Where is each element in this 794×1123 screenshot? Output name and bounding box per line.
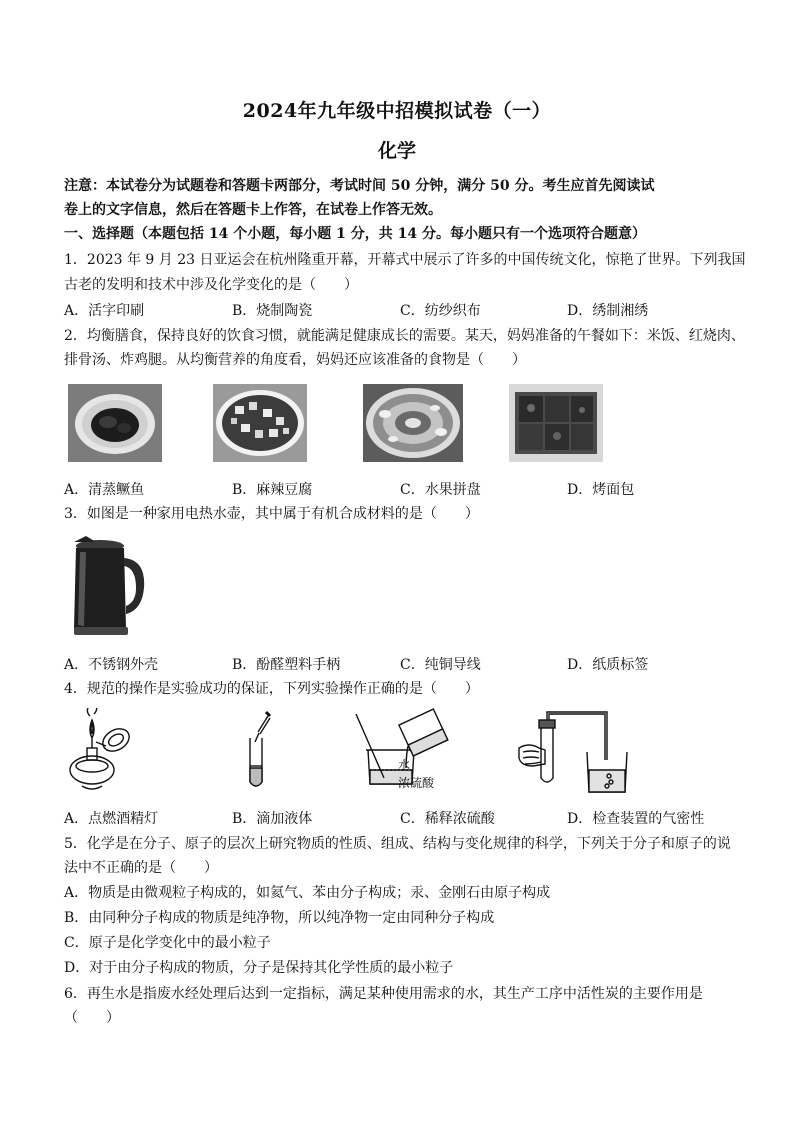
q2-stem-line-2: 排骨汤、炸鸡腿。从均衡营养的角度看，妈妈还应该准备的食物是（ ） (64, 352, 526, 368)
q3-option-d: D．纸质标签 (567, 657, 649, 673)
alcohol-lamp-lighting-diagram (62, 708, 142, 792)
section-heading: 一、选择题（本题包括 14 个小题，每小题 1 分，共 14 分。每小题只有一个选项符合题意） (64, 226, 646, 242)
q1-option-a: A．活字印刷 (64, 303, 145, 319)
airtightness-check-diagram (515, 708, 639, 796)
q5-stem-line-1: 5．化学是在分子、原子的层次上研究物质的性质、组成、结构与变化规律的科学，下列关于分子和原子的说 (64, 836, 731, 852)
q4-option-b: B．滴加液体 (232, 811, 313, 827)
q2-option-b: B．麻辣豆腐 (232, 482, 313, 498)
q6-stem-line-2: （ ） (64, 1010, 120, 1026)
q4-option-d: D．检查装置的气密性 (567, 811, 705, 827)
q1-option-d: D．绣制湘绣 (567, 303, 649, 319)
q4-option-a: A．点燃酒精灯 (64, 811, 159, 827)
q6-stem-line-1: 6．再生水是指废水经处理后达到一定指标，满足某种使用需求的水，其生产工序中活性炭的主要作用是 (64, 986, 703, 1002)
steamed-fish-photo (68, 384, 162, 462)
q3-stem: 3．如图是一种家用电热水壶，其中属于有机合成材料的是（ ） (64, 506, 479, 522)
q5-option-d: D．对于由分子构成的物质，分子是保持其化学性质的最小粒子 (64, 960, 454, 976)
notice-line-2: 卷上的文字信息，然后在答题卡上作答，在试卷上作答无效。 (64, 202, 442, 218)
q3-option-c: C．纯铜导线 (400, 657, 481, 673)
q5-option-b: B．由同种分子构成的物质是纯净物，所以纯净物一定由同种分子构成 (64, 910, 495, 926)
electric-kettle-photo (66, 536, 150, 638)
q3-option-a: A．不锈钢外壳 (64, 657, 159, 673)
q1-stem-line-1: 1．2023 年 9 月 23 日亚运会在杭州隆重开幕，开幕式中展示了许多的中国传统文化，惊艳了世界。下列我国 (64, 252, 746, 268)
q2-option-a: A．清蒸鳜鱼 (64, 482, 145, 498)
q1-stem-line-2: 古老的发明和技术中涉及化学变化的是（ ） (64, 277, 358, 293)
notice-line-1: 注意：本试卷分为试题卷和答题卡两部分，考试时间 50 分钟，满分 50 分。考生应首先阅读试 (64, 178, 655, 194)
subject-title: 化学 (377, 140, 416, 162)
q2-stem-line-1: 2．均衡膳食，保持良好的饮食习惯，就能满足健康成长的需要。某天，妈妈准备的午餐如下：米饭、红烧肉、 (64, 328, 745, 344)
q5-option-a: A．物质是由微观粒子构成的，如氦气、苯由分子构成；汞、金刚石由原子构成 (64, 885, 551, 901)
fruit-platter-photo (363, 384, 463, 462)
q4-stem: 4．规范的操作是实验成功的保证，下列实验操作正确的是（ ） (64, 681, 479, 697)
acid-label: 浓硫酸 (398, 776, 435, 790)
q1-option-c: C．纺纱织布 (400, 303, 481, 319)
dropper-test-tube-diagram (240, 710, 280, 790)
q5-option-c: C．原子是化学变化中的最小粒子 (64, 935, 271, 951)
exam-title: 2024年九年级中招模拟试卷（一） (242, 100, 552, 122)
toast-bread-photo (509, 384, 603, 462)
water-label: 水 (398, 758, 411, 772)
q5-stem-line-2: 法中不正确的是（ ） (64, 860, 218, 876)
spicy-tofu-photo (213, 384, 307, 462)
q2-option-d: D．烤面包 (567, 482, 635, 498)
q4-option-c: C．稀释浓硫酸 (400, 811, 495, 827)
q1-option-b: B．烧制陶瓷 (232, 303, 313, 319)
q2-option-c: C．水果拼盘 (400, 482, 481, 498)
q3-option-b: B．酚醛塑料手柄 (232, 657, 341, 673)
